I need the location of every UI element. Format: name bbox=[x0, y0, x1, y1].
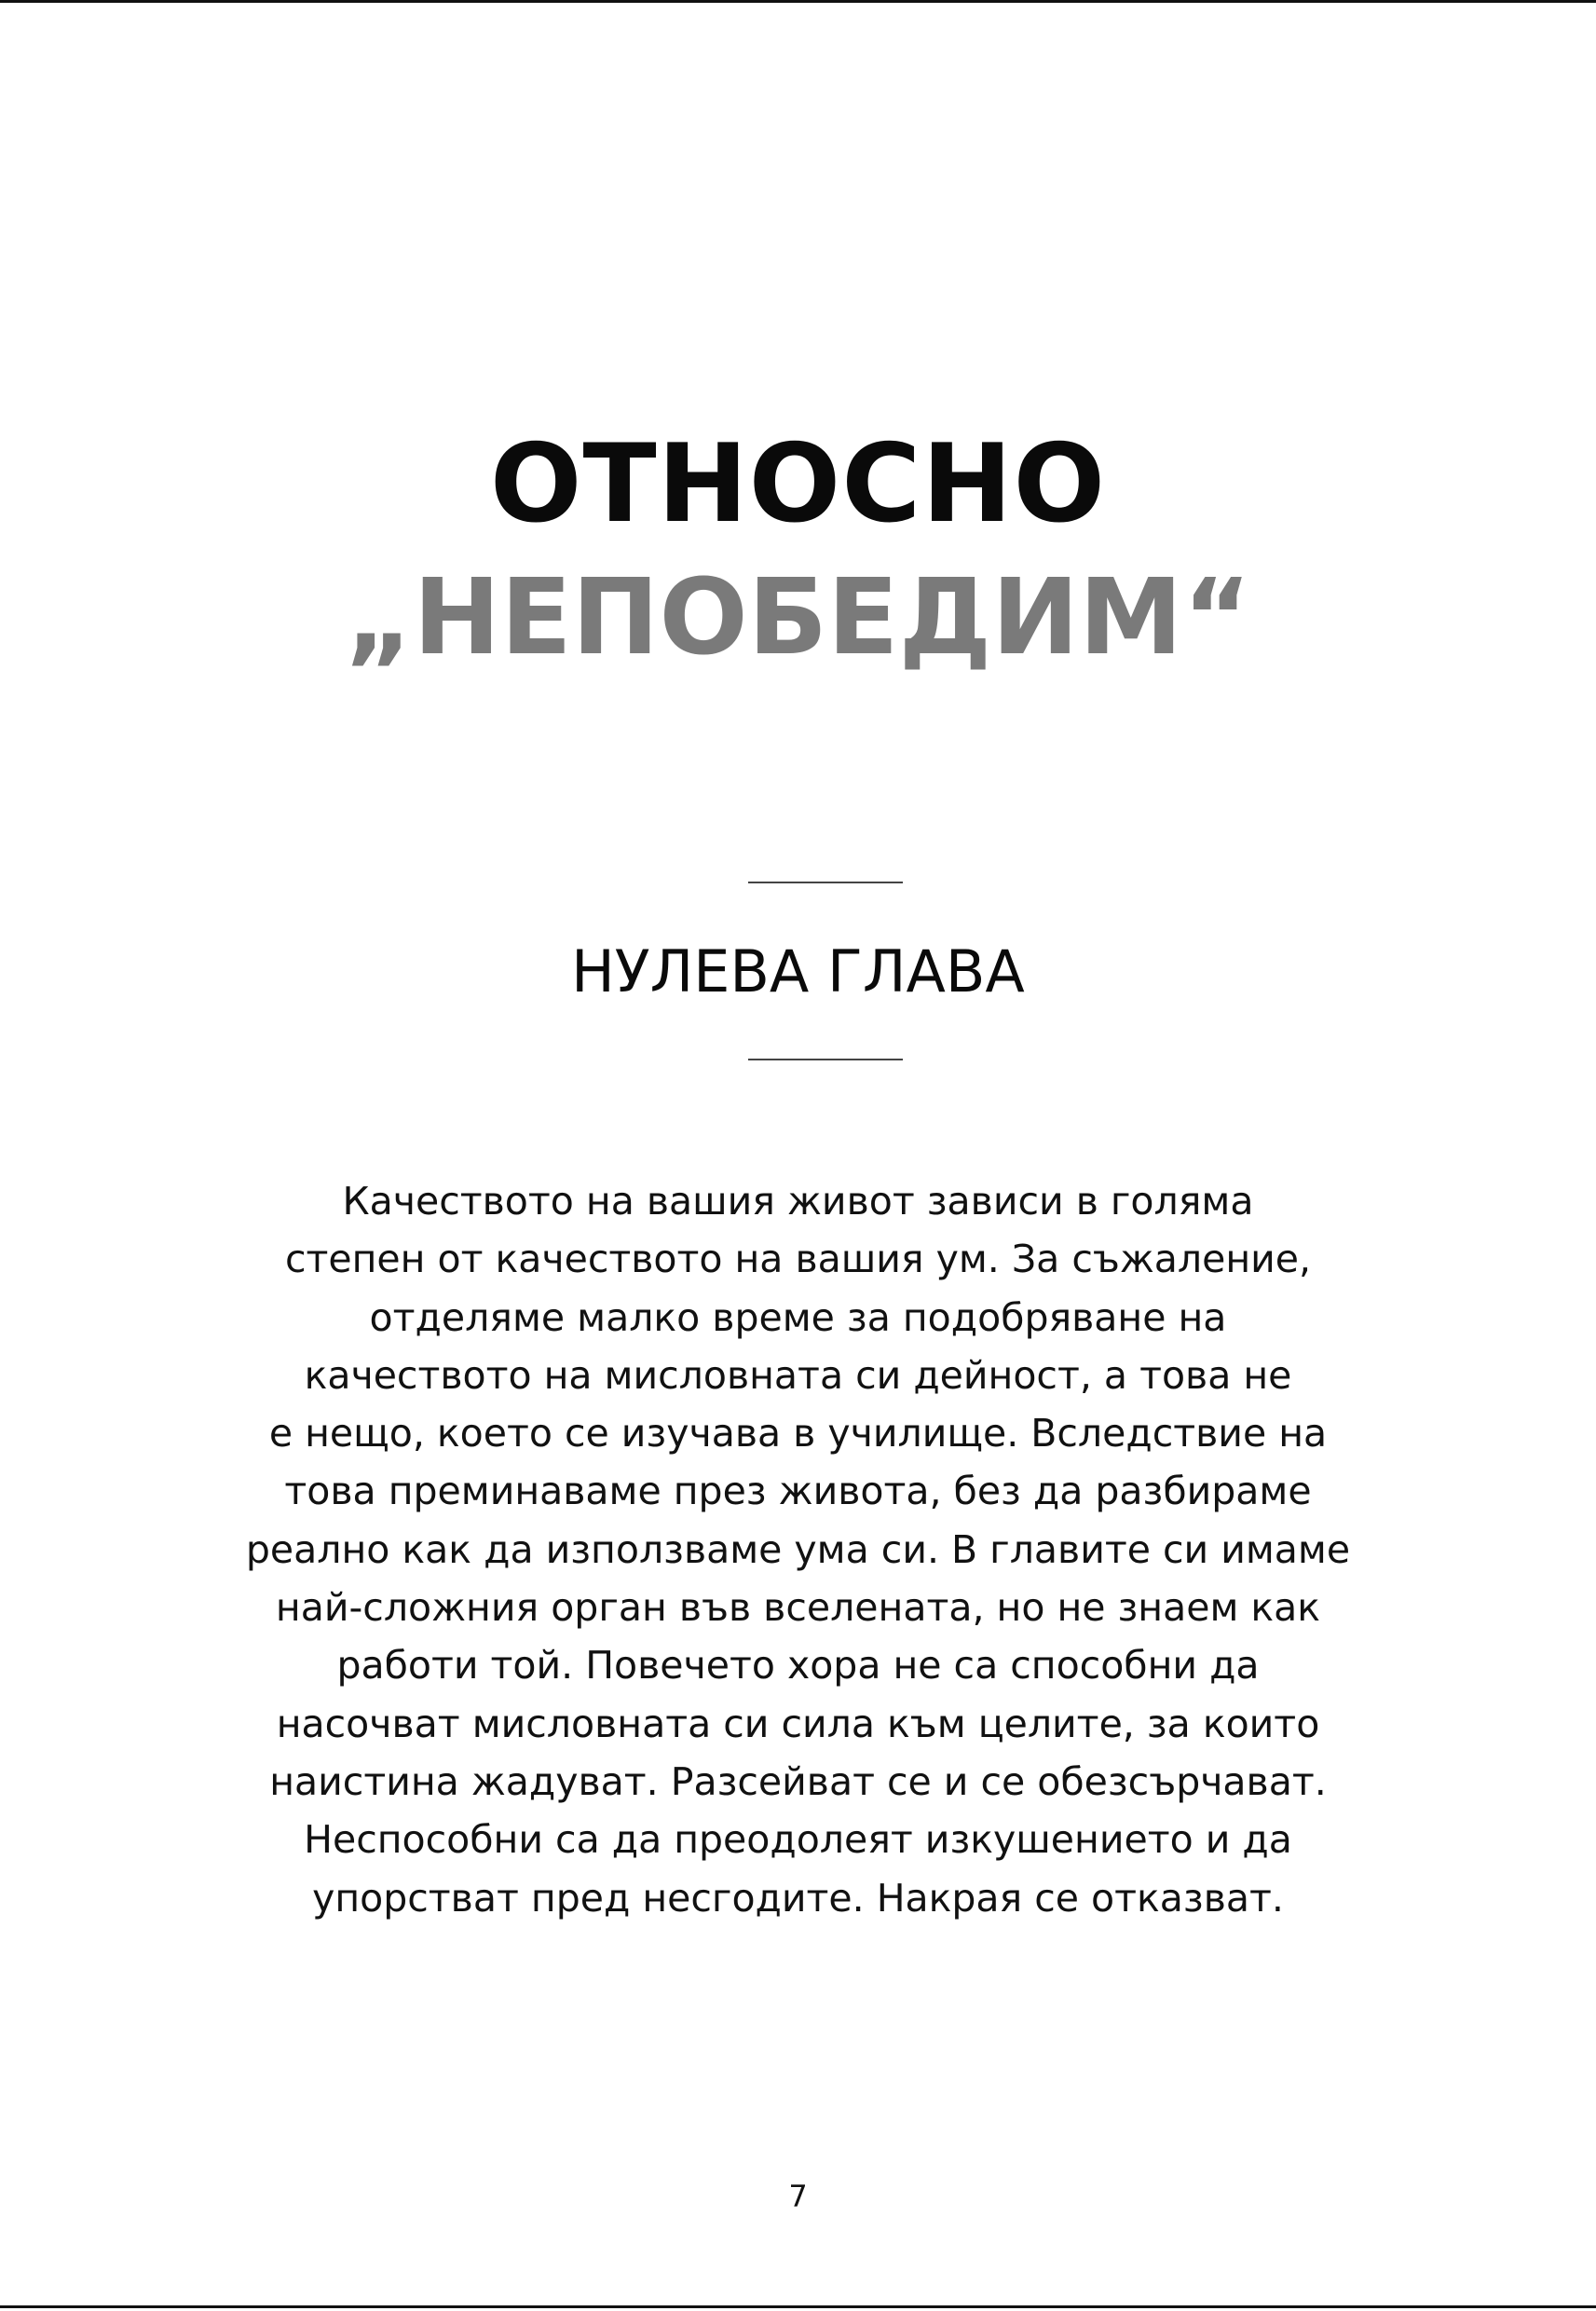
chapter-heading: НУЛЕВА ГЛАВА bbox=[571, 937, 1025, 1005]
bottom-border-line bbox=[0, 2305, 1596, 2308]
body-line: Качеството на вашия живот зависи в голяма bbox=[342, 1179, 1254, 1224]
body-line: работи той. Повечето хора не са способни да bbox=[336, 1643, 1260, 1689]
divider-top bbox=[748, 882, 903, 883]
body-line: отделяме малко време за подобряване на bbox=[369, 1294, 1227, 1340]
body-line: наистина жадуват. Разсейват се и се обезсърчават. bbox=[269, 1758, 1327, 1804]
divider-bottom bbox=[748, 1059, 903, 1060]
body-line: упорстват пред несгодите. Накрая се отказват. bbox=[312, 1875, 1284, 1921]
body-line: това преминаваме през живота, без да разбираме bbox=[284, 1469, 1312, 1514]
body-line: най-сложния орган във вселената, но не знаем как bbox=[275, 1585, 1321, 1631]
body-line: насочват мисловната си сила към целите, за които bbox=[276, 1701, 1320, 1746]
page-title-line-1: ОТНОСНО bbox=[489, 421, 1107, 547]
body-line: реално как да използваме ума си. В главите си имаме bbox=[245, 1526, 1351, 1572]
body-line: качеството на мисловната си дейност, а това не bbox=[304, 1352, 1292, 1398]
body-line: Неспособни са да преодолеят изкушението и да bbox=[304, 1817, 1292, 1863]
body-paragraph bbox=[224, 1172, 1372, 1927]
page-number: 7 bbox=[788, 2179, 808, 2214]
page-title-line-2: „НЕПОБЕДИМ“ bbox=[344, 557, 1252, 678]
body-line: е нещо, което се изучава в училище. Вследствие на bbox=[268, 1411, 1328, 1456]
body-line: степен от качеството на вашия ум. За съжаление, bbox=[284, 1237, 1312, 1282]
top-border-line bbox=[0, 0, 1596, 3]
